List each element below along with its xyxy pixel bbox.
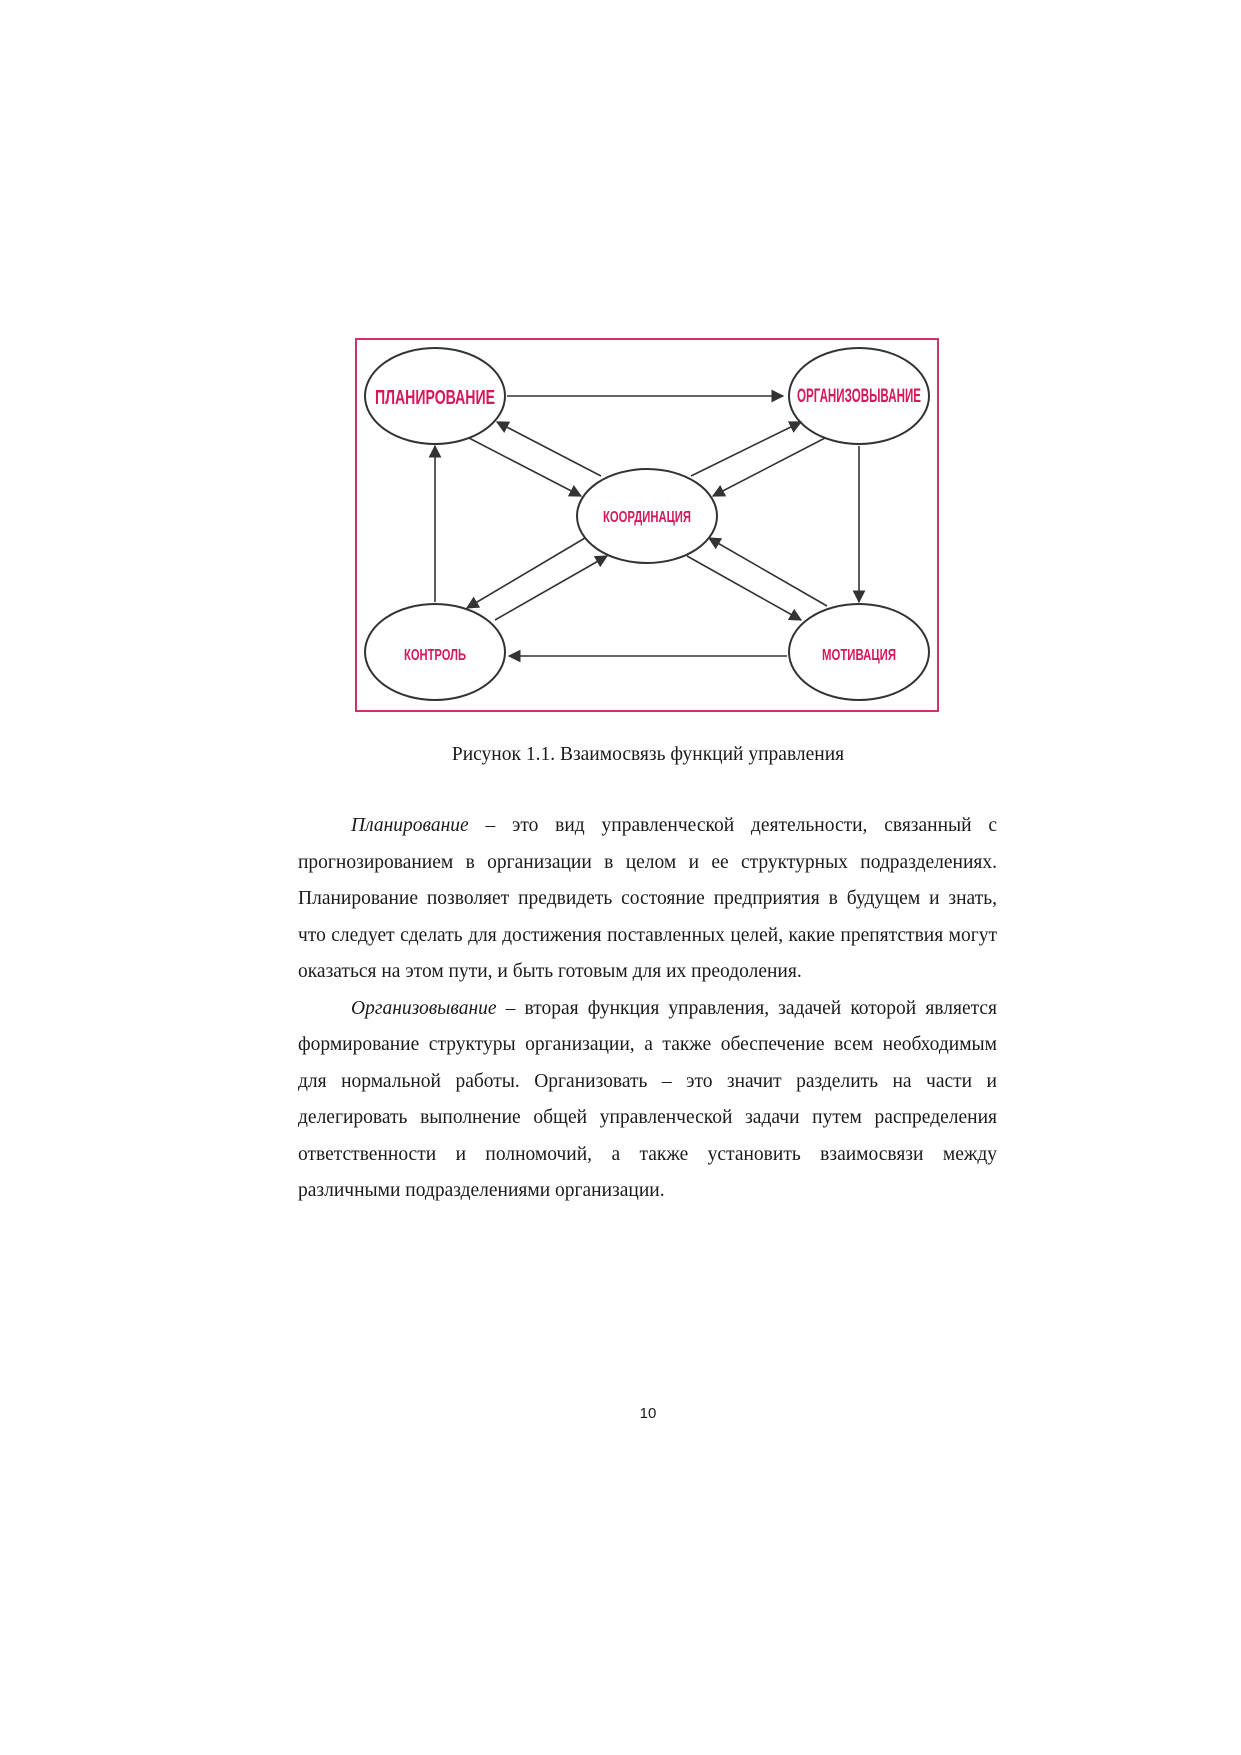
arrow-coordination-to-organizing	[691, 422, 801, 476]
motivation-label: МОТИВАЦИЯ	[822, 647, 896, 664]
control-label: КОНТРОЛЬ	[404, 647, 466, 664]
paragraph-organizing	[298, 991, 997, 1210]
arrow-coordination-to-motivation	[687, 556, 801, 620]
paragraph-planning-text: – это вид управленческой деятельности, связанный с прогнозированием в организации в целом и ее структурных подразделениях. Планирование позволяет предвидеть состояние предприятия в будущем и знать, что следует сделать для достижения поставленных целей, какие препятствия могут оказаться на этом пути, и быть готовым для их преодоления.	[298, 815, 997, 982]
figure-caption: Рисунок 1.1. Взаимосвязь функций управления	[451, 744, 845, 765]
arrow-coordination-to-planning	[497, 422, 601, 476]
organizing-label: ОРГАНИЗОВЫВАНИЕ	[797, 386, 921, 407]
arrow-planning-to-coordination	[469, 438, 581, 496]
arrow-motivation-to-coordination	[709, 538, 827, 606]
planning-label: ПЛАНИРОВАНИЕ	[375, 387, 495, 409]
term-organizing: Организовывание	[351, 997, 497, 1019]
management-functions-diagram	[355, 338, 939, 712]
paragraph-organizing-text: – вторая функция управления, задачей которой является формирование структуры организации, а также обеспечение всем необходимым для нормальной работы. Организовать – это значит разделить на части и делегировать выполнение общей управленческой задачи путем распределения ответственности и полномочий, а также установить взаимосвязи между различными подразделениями организации.	[298, 997, 997, 1201]
body-text	[298, 808, 997, 1210]
coordination-label: КООРДИНАЦИЯ	[603, 509, 691, 526]
arrow-coordination-to-control	[467, 538, 585, 608]
page-number: 10	[639, 1405, 657, 1422]
arrow-control-to-coordination	[495, 556, 607, 620]
diagram-svg	[357, 340, 937, 710]
arrow-organizing-to-coordination	[713, 438, 825, 496]
term-planning: Планирование	[351, 815, 469, 836]
paragraph-planning	[298, 808, 997, 991]
